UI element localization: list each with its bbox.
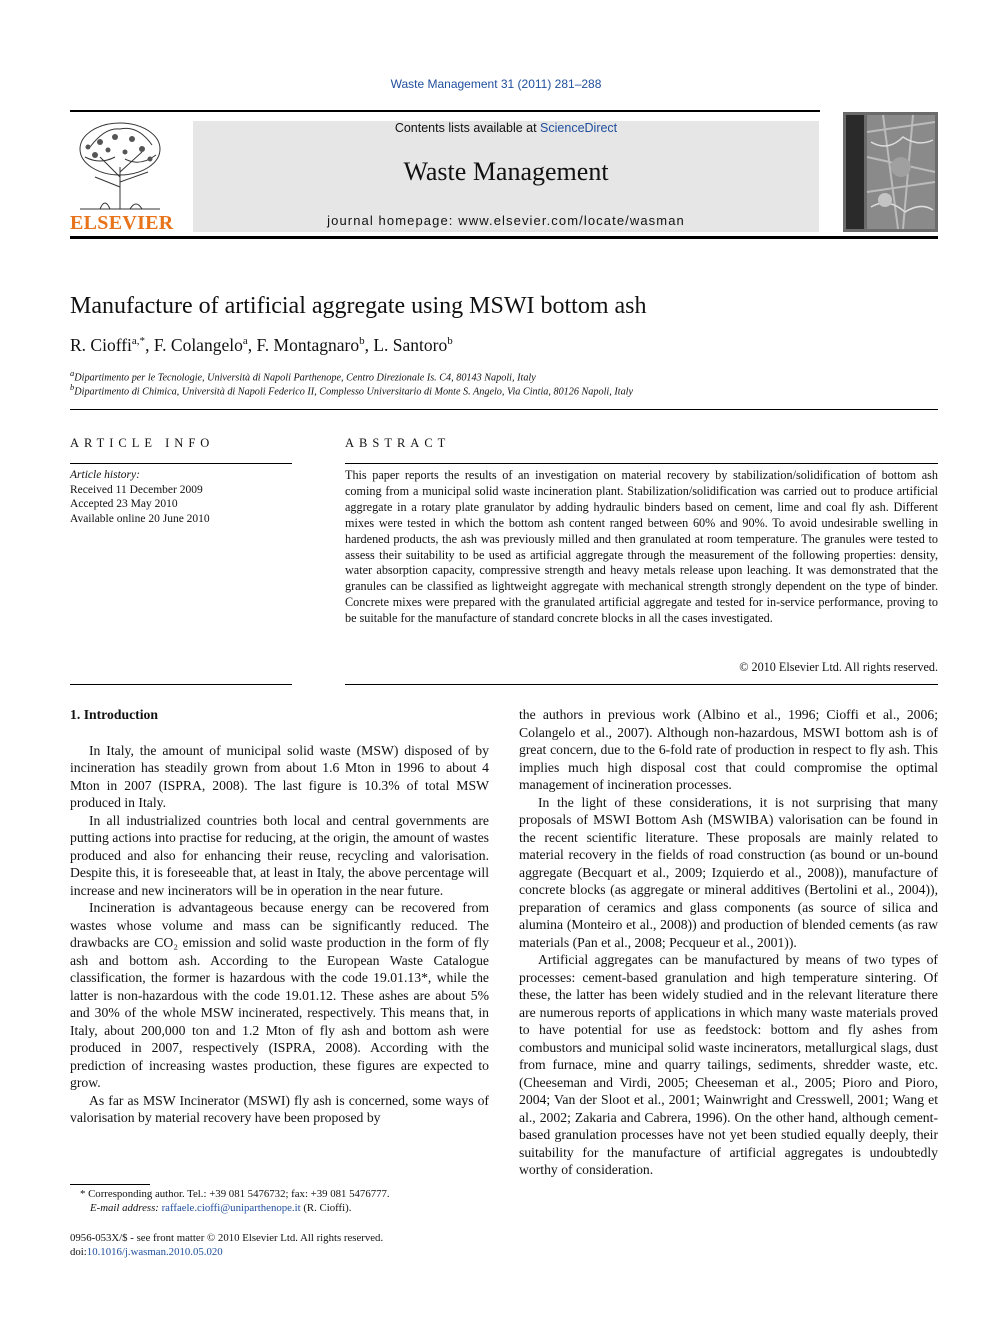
header-top-rule (70, 110, 820, 112)
author-affiliation-mark[interactable]: a (242, 335, 248, 348)
sciencedirect-link[interactable]: ScienceDirect (540, 121, 618, 135)
author-name: F. Colangelo (153, 335, 243, 355)
section-heading-introduction: 1. Introduction (70, 707, 158, 722)
abstract-heading: ABSTRACT (345, 436, 451, 450)
body-paragraph: In the light of these considerations, it is not surprising that many proposals of MSWI Bottom Ash (MSWIBA) valorisation can be found in the recent scientific literature. These proposals are mainly related to material recovery in the fields of road construction (as bound or un-bound aggregate (Becquart et al., 2009; Izquierdo et al., 2008)), manufacture of concrete blocks (as aggregate or mineral additives (Bertolini et al., 2004)), preparation of ceramics and glass components (as source of silica and alumina (Monteiro et al., 2008)) and production of blended cements (as raw materials (Pan et al., 2008; Pecqueur et al., 2001)). (519, 794, 938, 950)
title-separator-rule (70, 409, 938, 410)
corresponding-author-footnote (70, 1187, 390, 1215)
homepage-prefix: journal homepage: (327, 213, 459, 228)
journal-homepage (193, 213, 819, 228)
body-paragraph: Artificial aggregates can be manufactured by means of two types of processes: cement-based granulation and high temperature sintering. Of these, the latter has been widely studied and in the relevant literature there are numerous reports of applications in which many waste materials proved to have potential for use as feedstock: bottom and fly ashes from combustors and municipal solid waste incinerators, metallurgical slags, dust from furnace, mine and quarry tailings, sediments, shredder waste, etc. (Cheeseman and Virdi, 2005; Cheeseman et al., 2005; Pioro and Pioro, 2004; Van der Sloot et al., 2001; Wainwright and Cresswell, 2001; Wang et al., 2002; Zakaria and Cabrera, 1996). On the other hand, although cement-based granulation processes have not yet been studied equally deeply, their suitability for the manufacture of artificial aggregates is undoubtedly worthy of consideration. (519, 952, 938, 1177)
email-link[interactable]: raffaele.cioffi@uniparthenope.it (161, 1202, 301, 1215)
body-paragraph: Incineration is advantageous because energy can be recovered from wastes whose volume and mass can be significantly reduced. The drawbacks are CO₂ emission and solid waste production in the form of fly ash and bottom ash. According to the European Waste Catalogue classification, the former is hazardous with the code 19.01.13*, while the latter is non-hazardous with the code 19.01.12. These ashes are about 5% and 30% of the whole MSW incinerated, respectively. This means that, in Italy, about 200,000 ton and 1.2 Mton of fly ash and bottom ash were produced in 2007, respectively (ISPRA, 2008). According with the prediction of increasing wastes production, these figures are expected to grow. (70, 900, 489, 1090)
footnote-asterisk: * (80, 1188, 89, 1200)
footnote-rule (70, 1184, 150, 1185)
doi-link[interactable]: 10.1016/j.wasman.2010.05.020 (86, 1246, 223, 1259)
email-label: E-mail address: (90, 1202, 162, 1215)
issn-line: 0956-053X/$ - see front matter © 2010 Elsevier Ltd. All rights reserved. (70, 1232, 384, 1244)
author-name: R. Cioffi (70, 335, 132, 355)
abstract-text: This paper reports the results of an investigation on material recovery by stabilization/solidification of bottom ash coming from a municipal solid waste incineration plant. Stabilization/solidification was carried out to produce artificial aggregate in a rotary plate granulator by adding hydraulic binders based on cement, lime and coal fly ash. Different mixes were tested in which the bottom ash content ranged between 60% and 90%. To avoid undesirable swelling in hardened products, the ash was previously milled and then granulated at room temperature. The granules were tested to assess their suitability to be used as artificial aggregate through the measurement of the following properties: density, water absorption capacity, compressive strength and heavy metals release upon leaching. It was demonstrated that the granules can be classified as lightweight aggregate with mechanical strength strongly dependent on the type of binder. Concrete mixes were prepared with the granulated artificial aggregate and tested for in-service performance, proving to be suitable for the manufacture of standard concrete blocks in all the cases investigated. (345, 468, 938, 626)
author-affiliation-mark[interactable]: b (359, 335, 365, 348)
article-info-bottom-rule (70, 684, 292, 685)
affiliation-text: Dipartimento di Chimica, Università di Napoli Federico II, Complesso Universitario di Monte S. Angelo, Via Cintia, 80126 Napoli, Italy (74, 386, 634, 398)
affiliation-text: Dipartimento per le Tecnologie, Università di Napoli Parthenope, Centro Direzionale Is. C4, 80143 Napoli, Italy (74, 372, 536, 384)
elsevier-wordmark: ELSEVIER (70, 212, 174, 234)
body-paragraph: the authors in previous work (Albino et al., 1996; Cioffi et al., 2006; Colangelo et al., 2007). Although non-hazardous, MSWI bottom ash is of great concern, due to the 6-fold rate of production in respect to fly ash. This implies much high disposal cost that could compromise the optimal management of incineration processes. (519, 707, 938, 792)
author-separator: , (145, 335, 154, 355)
journal-cover-image (843, 112, 938, 232)
body-paragraph: In Italy, the amount of municipal solid waste (MSW) disposed of by incineration has steadily grown from about 1.6 Mton in 1996 to about 4 Mton in 2007 (ISPRA, 2008). The last figure is 10.3% of total MSW produced in Italy. (70, 742, 489, 810)
journal-title: Waste Management (403, 157, 609, 186)
history-label: Article history: (70, 469, 140, 481)
online-date: Available online 20 June 2010 (70, 512, 210, 525)
article-info-rule (70, 463, 292, 464)
corresponding-author-text: Corresponding author. Tel.: +39 081 5476732; fax: +39 081 5476777. (88, 1188, 390, 1200)
received-date: Received 11 December 2009 (70, 483, 203, 496)
affiliation-label: b (70, 382, 75, 392)
author-separator: , (364, 335, 374, 355)
abstract-rule (345, 463, 938, 464)
author-affiliation-mark[interactable]: a,* (131, 335, 146, 348)
author-list (70, 335, 453, 356)
body-right-column (519, 706, 938, 1179)
article-title: Manufacture of artificial aggregate using MSWI bottom ash (70, 293, 647, 319)
author-affiliation-mark[interactable]: b (447, 335, 453, 348)
homepage-url[interactable]: www.elsevier.com/locate/wasman (458, 213, 685, 228)
journal-citation[interactable]: Waste Management 31 (2011) 281–288 (390, 77, 602, 91)
author-name: F. Montagnaro (256, 335, 360, 355)
body-paragraph: As far as MSW Incinerator (MSWI) fly ash is concerned, some ways of valorisation by material recovery have been proposed by (70, 1092, 489, 1125)
author-name: L. Santoro (373, 335, 448, 355)
affiliation-label: a (70, 368, 75, 378)
abstract-bottom-rule (345, 684, 938, 685)
issn-block (70, 1231, 383, 1259)
contents-line (193, 121, 819, 135)
contents-prefix: Contents lists available at (394, 121, 541, 135)
article-history (70, 468, 210, 526)
header-bottom-rule (70, 236, 938, 239)
email-suffix: (R. Cioffi). (300, 1202, 352, 1215)
doi-label: doi: (70, 1246, 87, 1259)
author-separator: , (247, 335, 257, 355)
accepted-date: Accepted 23 May 2010 (70, 498, 178, 511)
body-paragraph: In all industrialized countries both local and central governments are putting actions into practise for reducing, at the origin, the amount of wastes produced and also for enhancing their reuse, recycling and valorisation. Despite this, it is foreseeable that, at least in Italy, the above percentage will increase and new incinerators will be in operation in the near future. (70, 812, 489, 898)
body-left-column (70, 706, 489, 1127)
article-info-heading: ARTICLE INFO (70, 436, 215, 450)
affiliation-b (70, 382, 633, 397)
abstract-copyright: © 2010 Elsevier Ltd. All rights reserved. (739, 660, 938, 674)
